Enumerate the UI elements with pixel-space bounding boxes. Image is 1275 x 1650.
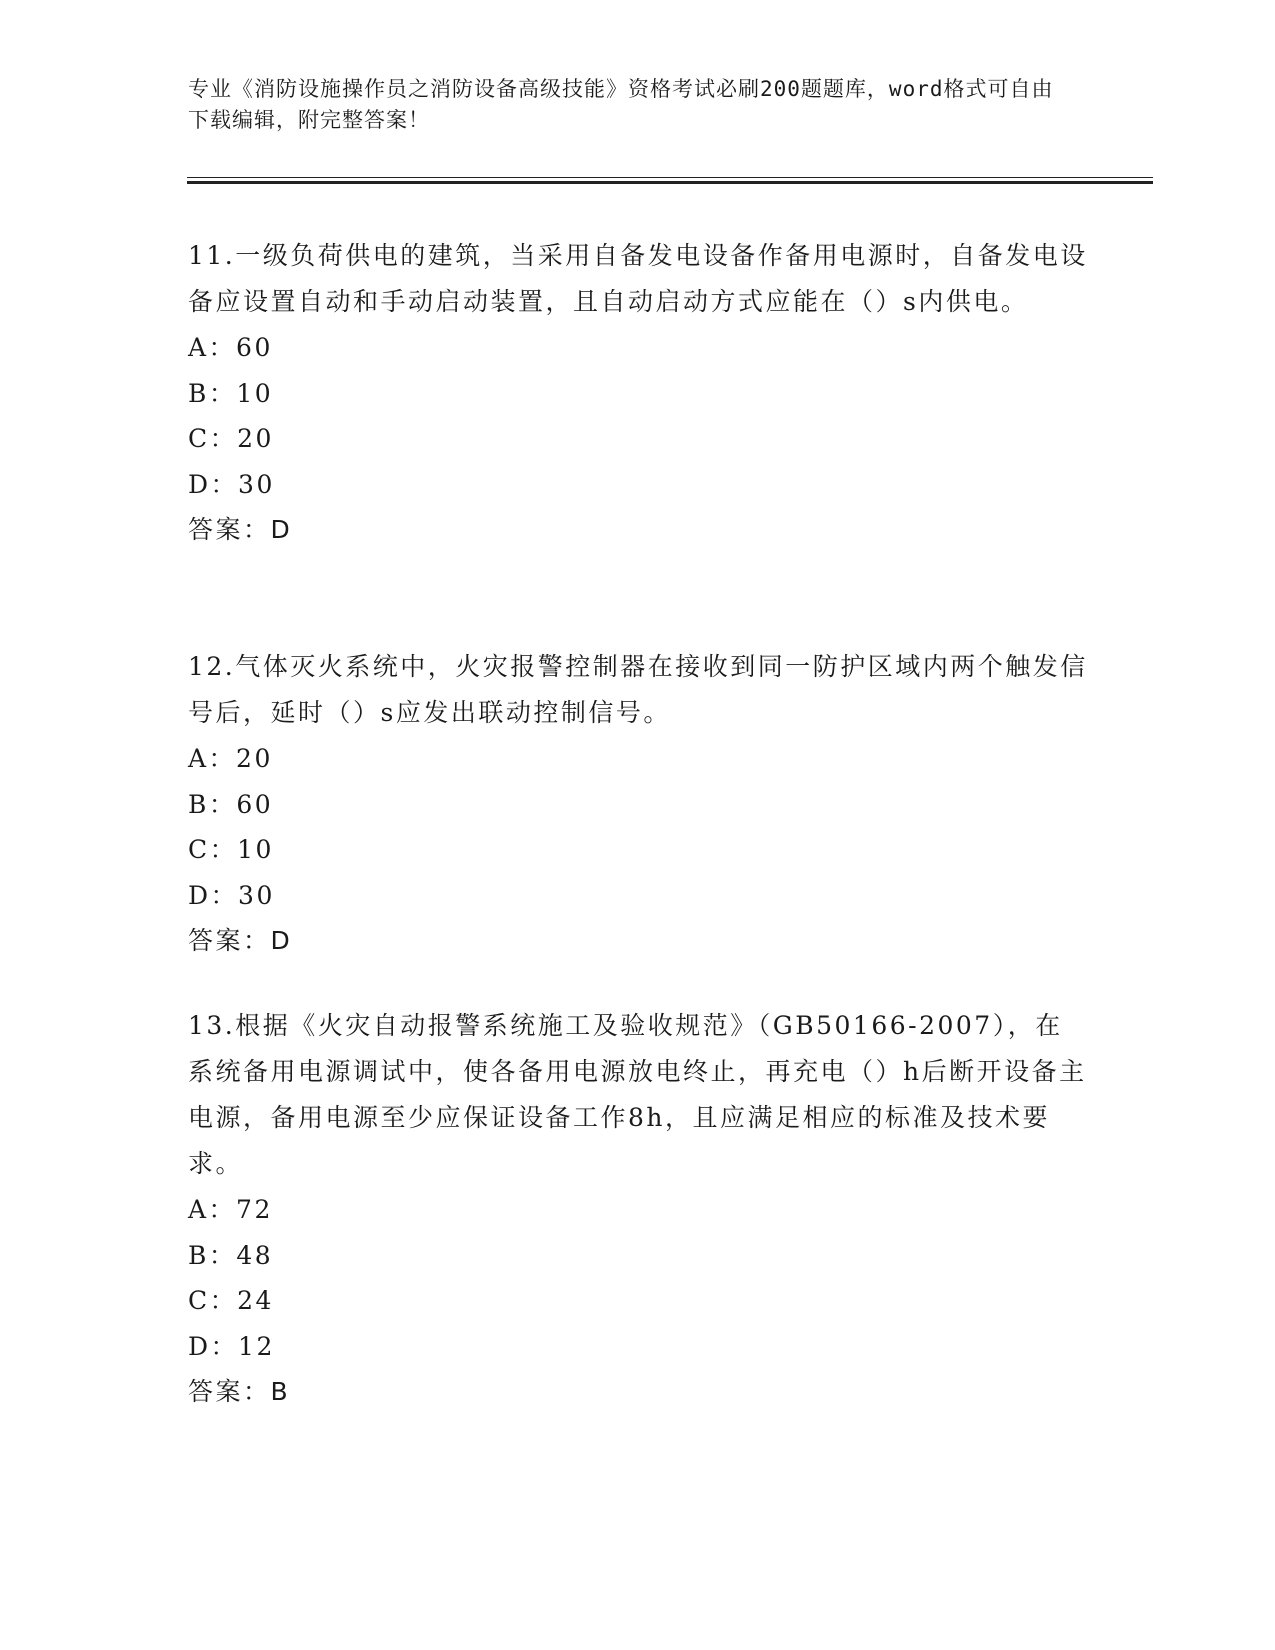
answer-line: 答案：D <box>188 926 293 955</box>
document-header: 专业《消防设施操作员之消防设备高级技能》资格考试必刷200题题库，word格式可自由下载编辑，附完整答案！ <box>188 77 1054 132</box>
answer-line: 答案：B <box>188 1377 291 1406</box>
question-stem: 12.气体灭火系统中，火灾报警控制器在接收到同一防护区域内两个触发信号后，延时（）s应发出联动控制信号。 <box>188 652 1088 727</box>
option-c: C：24 <box>188 1286 274 1315</box>
option-d: D：30 <box>188 880 275 910</box>
header-divider-thick <box>187 181 1153 184</box>
option-a: A：72 <box>188 1195 273 1224</box>
answer-line: 答案：D <box>188 515 293 544</box>
question-13 <box>188 1003 1088 1415</box>
option-b: B：60 <box>188 789 274 819</box>
option-d: D：30 <box>188 469 275 499</box>
option-c: C：10 <box>188 835 274 864</box>
question-stem: 13.根据《火灾自动报警系统施工及验收规范》（GB50166-2007），在系统备用电源调试中，使各备用电源放电终止，再充电（）h后断开设备主电源，备用电源至少应保证设备工作8h，且应满足相应的标准及技术要求。 <box>188 1011 1087 1178</box>
option-b: B：10 <box>188 378 274 408</box>
question-12 <box>188 644 1088 964</box>
option-d: D：12 <box>188 1331 275 1361</box>
question-11 <box>188 233 1088 553</box>
option-b: B：48 <box>188 1240 274 1270</box>
option-a: A：20 <box>188 744 273 773</box>
option-a: A：60 <box>188 333 273 362</box>
option-c: C：20 <box>188 424 274 453</box>
header-divider-thin <box>187 177 1153 178</box>
question-stem: 11.一级负荷供电的建筑，当采用自备发电设备作备用电源时，自备发电设备应设置自动和手动启动装置，且自动启动方式应能在（）s内供电。 <box>188 241 1088 316</box>
